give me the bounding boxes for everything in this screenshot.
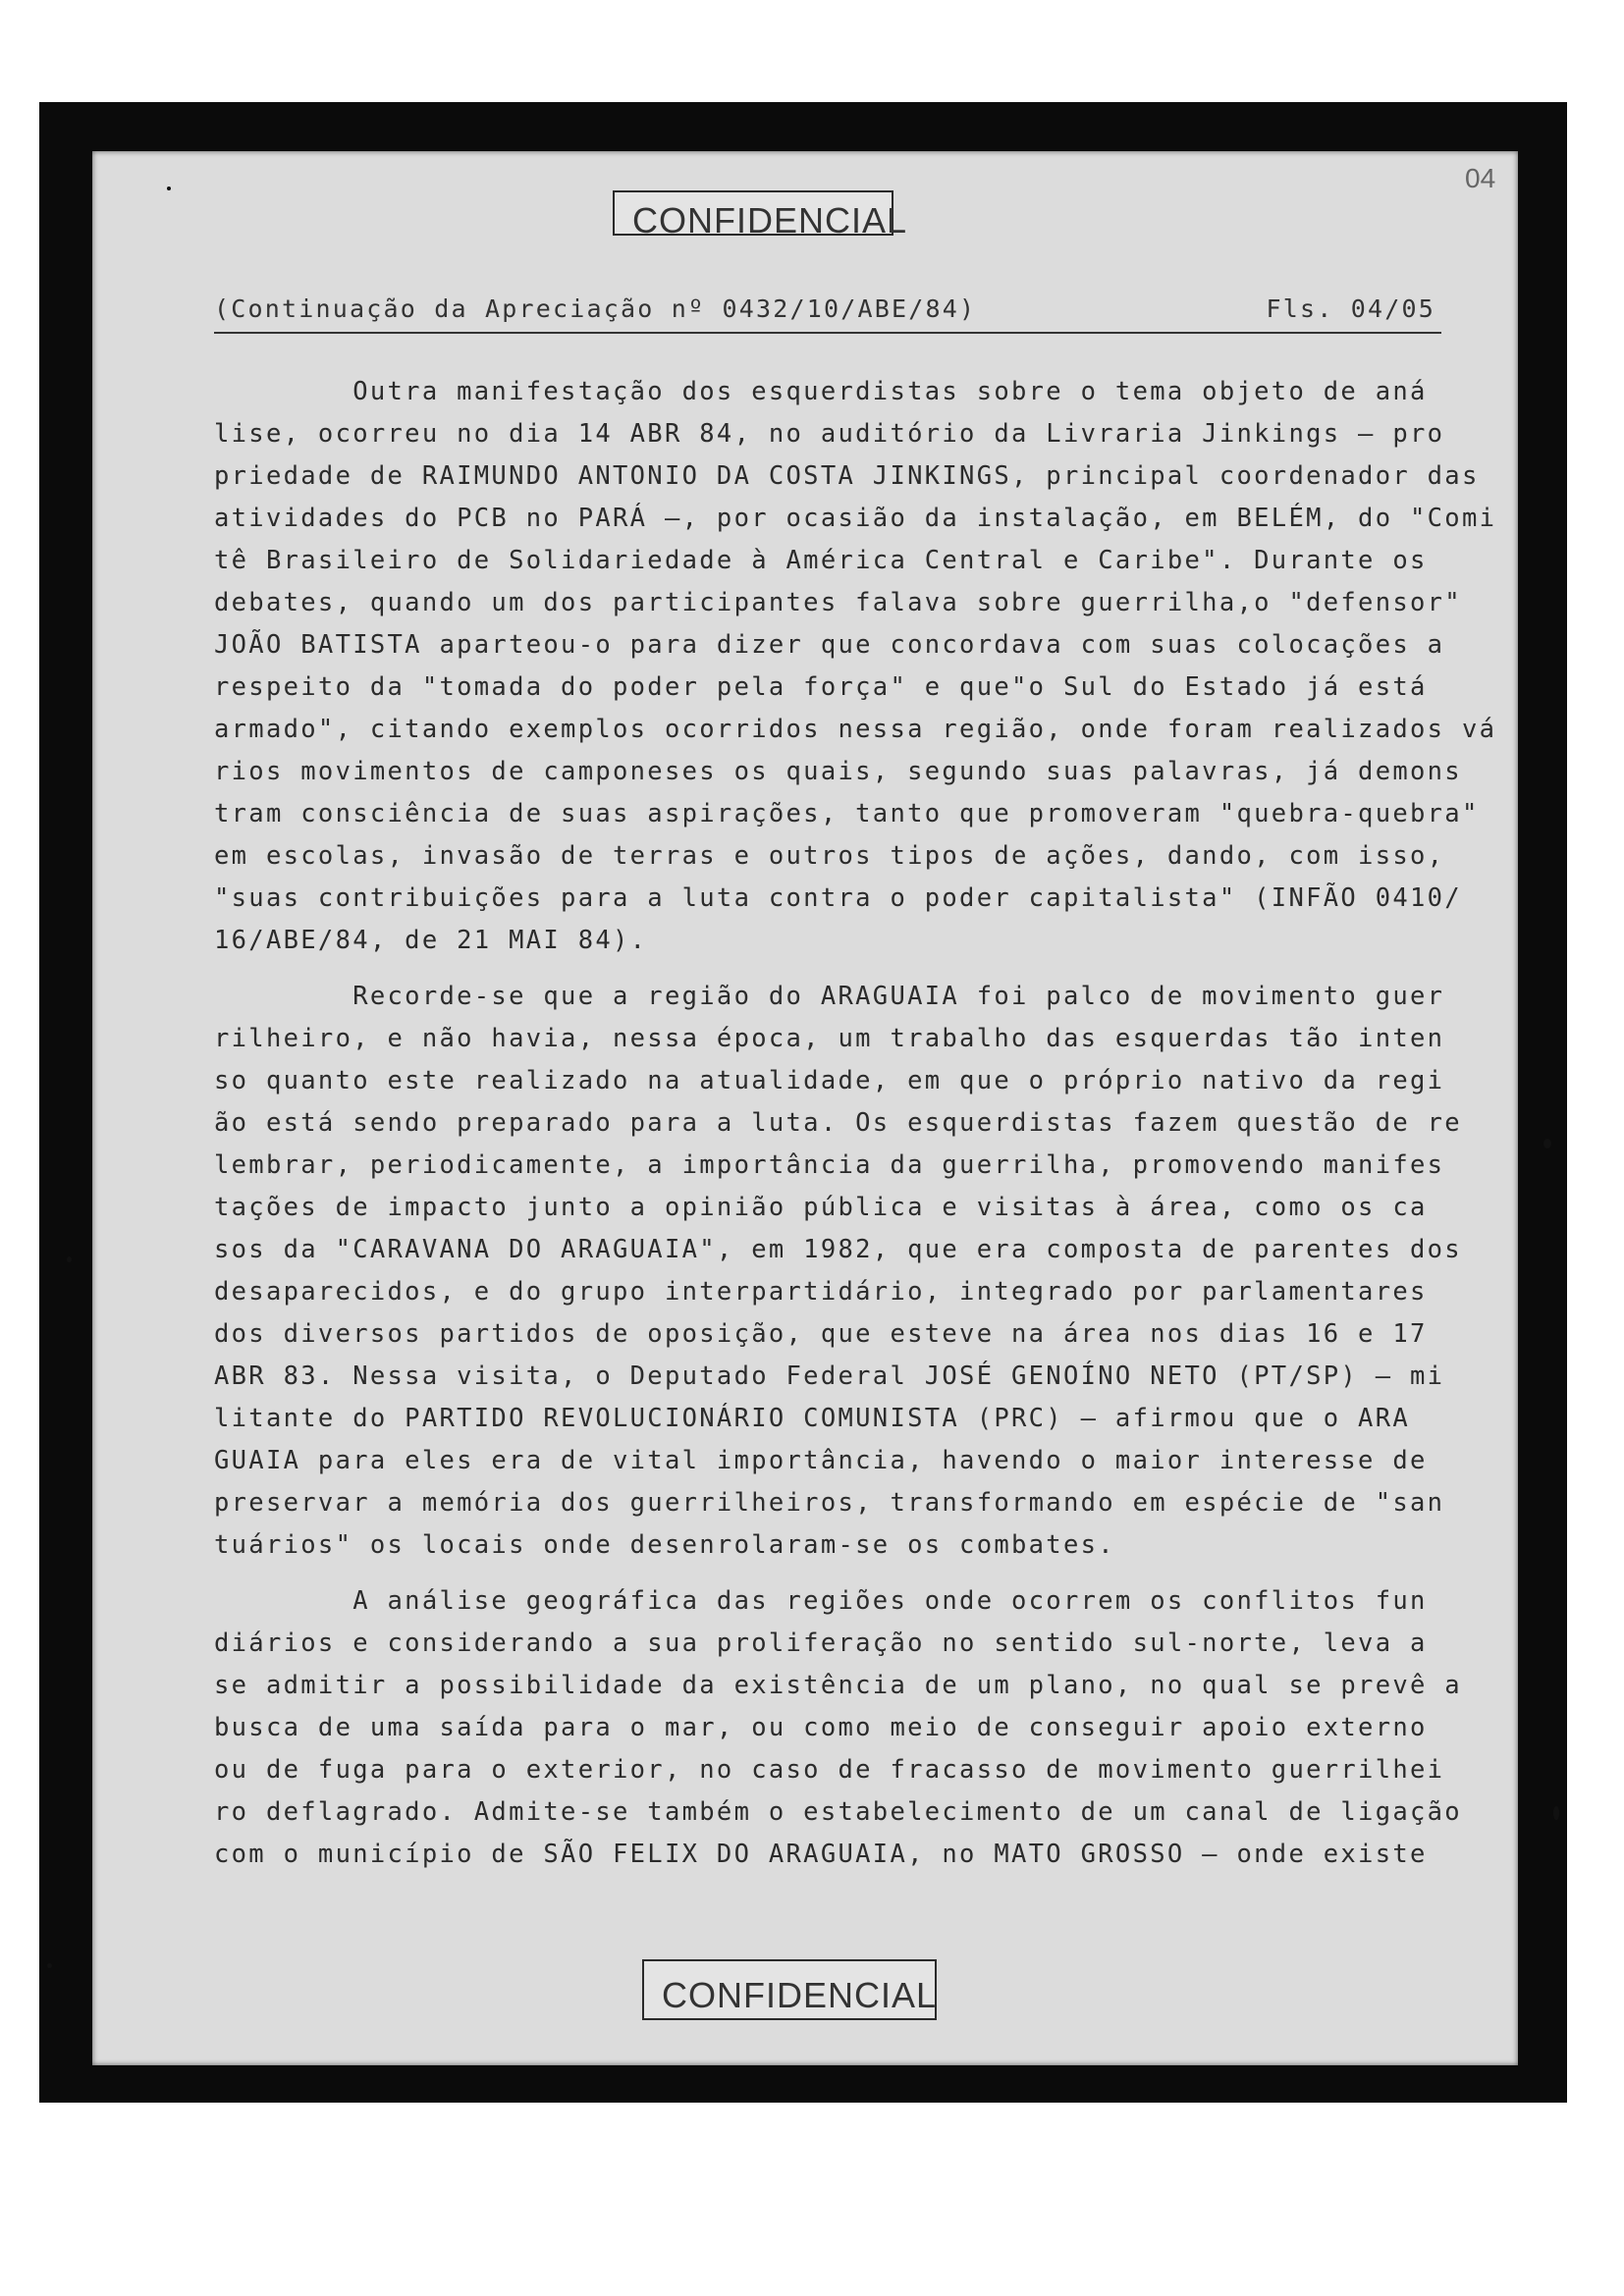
text-line: 16/ABE/84, de 21 MAI 84).: [214, 926, 648, 955]
text-line: em escolas, invasão de terras e outros tipos de ações, dando, com isso,: [214, 841, 1445, 871]
text-line: litante do PARTIDO REVOLUCIONÁRIO COMUNISTA (PRC) — afirmou que o ARA: [214, 1404, 1411, 1433]
text-line: busca de uma saída para o mar, ou como meio de conseguir apoio externo: [214, 1713, 1428, 1742]
text-line: sos da "CARAVANA DO ARAGUAIA", em 1982, que era composta de parentes dos: [214, 1235, 1462, 1264]
text-line: desaparecidos, e do grupo interpartidário, integrado por parlamentares: [214, 1277, 1428, 1307]
text-line: tê Brasileiro de Solidariedade à América Central e Caribe". Durante os: [214, 546, 1428, 575]
text-line: "suas contribuições para a luta contra o poder capitalista" (INFÃO 0410/: [214, 883, 1462, 913]
text-line: ro deflagrado. Admite-se também o estabelecimento de um canal de ligação: [214, 1797, 1462, 1827]
text-line: se admitir a possibilidade da existência de um plano, no qual se prevê a: [214, 1671, 1462, 1700]
text-line: armado", citando exemplos ocorridos nessa região, onde foram realizados vá: [214, 715, 1497, 744]
confidential-stamp-top: CONFIDENCIAL: [613, 190, 893, 236]
text-line: Recorde-se que a região do ARAGUAIA foi palco de movimento guer: [214, 982, 1445, 1011]
text-line: lise, ocorreu no dia 14 ABR 84, no auditório da Livraria Jinkings — pro: [214, 419, 1445, 449]
confidential-stamp-bottom: CONFIDENCIAL: [642, 1959, 937, 2020]
text-line: atividades do PCB no PARÁ —, por ocasião da instalação, em BELÉM, do "Comi: [214, 504, 1497, 533]
paragraph-1: [214, 371, 1497, 962]
header-page-number: Fls. 04/05: [1266, 294, 1435, 323]
document-header: [214, 293, 1441, 334]
text-line: Outra manifestação dos esquerdistas sobre o tema objeto de aná: [214, 377, 1428, 406]
text-line: tuários" os locais onde desenrolaram-se os combates.: [214, 1530, 1115, 1560]
scan-speck: [167, 187, 171, 190]
text-line: tram consciência de suas aspirações, tanto que promoveram "quebra-quebra": [214, 799, 1480, 828]
text-line: diários e considerando a sua proliferação no sentido sul-norte, leva a: [214, 1629, 1428, 1658]
text-line: respeito da "tomada do poder pela força" e que"o Sul do Estado já está: [214, 672, 1428, 702]
paragraph-gap: [214, 962, 1441, 976]
header-reference: (Continuação da Apreciação nº 0432/10/ABE/84): [214, 294, 977, 323]
text-line: debates, quando um dos participantes falava sobre guerrilha,o "defensor": [214, 588, 1462, 617]
text-line: rilheiro, e não havia, nessa época, um trabalho das esquerdas tão inten: [214, 1024, 1445, 1053]
text-line: tações de impacto junto a opinião pública e visitas à área, como os ca: [214, 1193, 1428, 1222]
text-line: ABR 83. Nessa visita, o Deputado Federal JOSÉ GENOÍNO NETO (PT/SP) — mi: [214, 1362, 1445, 1391]
text-line: rios movimentos de camponeses os quais, segundo suas palavras, já demons: [214, 757, 1462, 786]
text-line: GUAIA para eles era de vital importância, havendo o maior interesse de: [214, 1446, 1428, 1475]
text-line: A análise geográfica das regiões onde ocorrem os conflitos fun: [214, 1586, 1428, 1616]
text-line: dos diversos partidos de oposição, que esteve na área nos dias 16 e 17: [214, 1319, 1428, 1349]
text-line: lembrar, periodicamente, a importância da guerrilha, promovendo manifes: [214, 1150, 1445, 1180]
text-line: so quanto este realizado na atualidade, em que o próprio nativo da regi: [214, 1066, 1445, 1095]
text-line: preservar a memória dos guerrilheiros, transformando em espécie de "san: [214, 1488, 1445, 1518]
paragraph-gap: [214, 1567, 1441, 1580]
paragraph-2: [214, 976, 1462, 1567]
text-line: com o município de SÃO FELIX DO ARAGUAIA, no MATO GROSSO — onde existe: [214, 1840, 1428, 1869]
scan-speck: [47, 1963, 52, 1968]
document-body: [214, 371, 1497, 1876]
text-line: ão está sendo preparado para a luta. Os esquerdistas fazem questão de re: [214, 1108, 1462, 1138]
scan-speck: [67, 1256, 72, 1262]
page-mark: 04: [1465, 163, 1496, 193]
paragraph-3: [214, 1580, 1462, 1876]
text-line: ou de fuga para o exterior, no caso de fracasso de movimento guerrilhei: [214, 1755, 1445, 1785]
text-line: JOÃO BATISTA aparteou-o para dizer que concordava com suas colocações a: [214, 630, 1445, 660]
scan-speck: [1553, 1806, 1559, 1820]
scan-speck: [1543, 1139, 1551, 1148]
text-line: priedade de RAIMUNDO ANTONIO DA COSTA JINKINGS, principal coordenador das: [214, 461, 1480, 491]
